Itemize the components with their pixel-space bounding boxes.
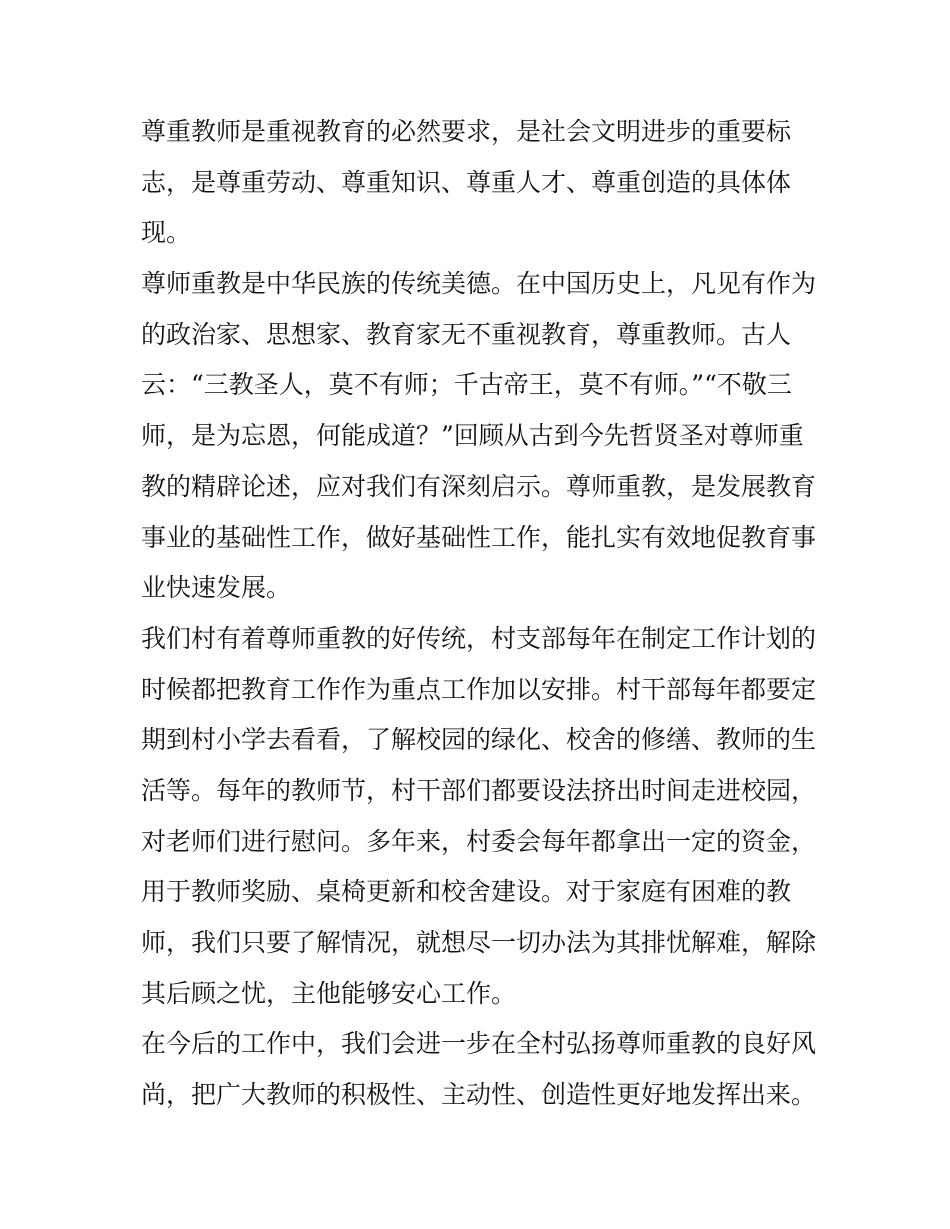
document-body xyxy=(141,107,821,1121)
text-line: 志，是尊重劳动、尊重知识、尊重人才、尊重创造的具体体 xyxy=(141,167,792,197)
text-line: 用于教师奖励、桌椅更新和校舍建设。对于家庭有困难的教 xyxy=(141,877,792,907)
text-line: 期到村小学去看看，了解校园的绿化、校舍的修缮、教师的生 xyxy=(141,725,817,755)
text-line: 尚，把广大教师的积极性、主动性、创造性更好地发挥出来。 xyxy=(141,1080,817,1110)
text-line: 的政治家、思想家、教育家无不重视教育，尊重教师。古人 xyxy=(141,319,792,349)
text-line: 尊师重教是中华民族的传统美德。在中国历史上，凡见有作为 xyxy=(141,269,817,299)
text-line: 现。 xyxy=(141,218,192,248)
text-line: 尊重教师是重视教育的必然要求，是社会文明进步的重要标 xyxy=(141,117,792,146)
text-line: 教的精辟论述，应对我们有深刻启示。尊师重教，是发展教育 xyxy=(141,471,817,501)
text-line: 活等。每年的教师节，村干部们都要设法挤出时间走进校园， xyxy=(141,775,817,805)
text-line: 师，我们只要了解情况，就想尽一切办法为其排忧解难，解除 xyxy=(141,928,817,957)
text-line: 我们村有着尊师重教的好传统，村支部每年在制定工作计划的 xyxy=(141,623,817,653)
text-line: 云：“三教圣人，莫不有师；千古帝王，莫不有师。”“不敬三 xyxy=(141,370,792,400)
text-line: 在今后的工作中，我们会进一步在全村弘扬尊师重教的良好风 xyxy=(141,1029,817,1059)
text-line: 师，是为忘恩，何能成道？”回顾从古到今先哲贤圣对尊师重 xyxy=(141,421,804,451)
text-line: 事业的基础性工作，做好基础性工作，能扎实有效地促教育事 xyxy=(141,522,817,552)
text-line: 业快速发展。 xyxy=(141,573,292,603)
text-line: 时候都把教育工作作为重点工作加以安排。村干部每年都要定 xyxy=(141,674,817,704)
text-line: 其后顾之忧，主他能够安心工作。 xyxy=(141,978,517,1008)
text-line: 对老师们进行慰问。多年来，村委会每年都拿出一定的资金， xyxy=(141,826,817,856)
